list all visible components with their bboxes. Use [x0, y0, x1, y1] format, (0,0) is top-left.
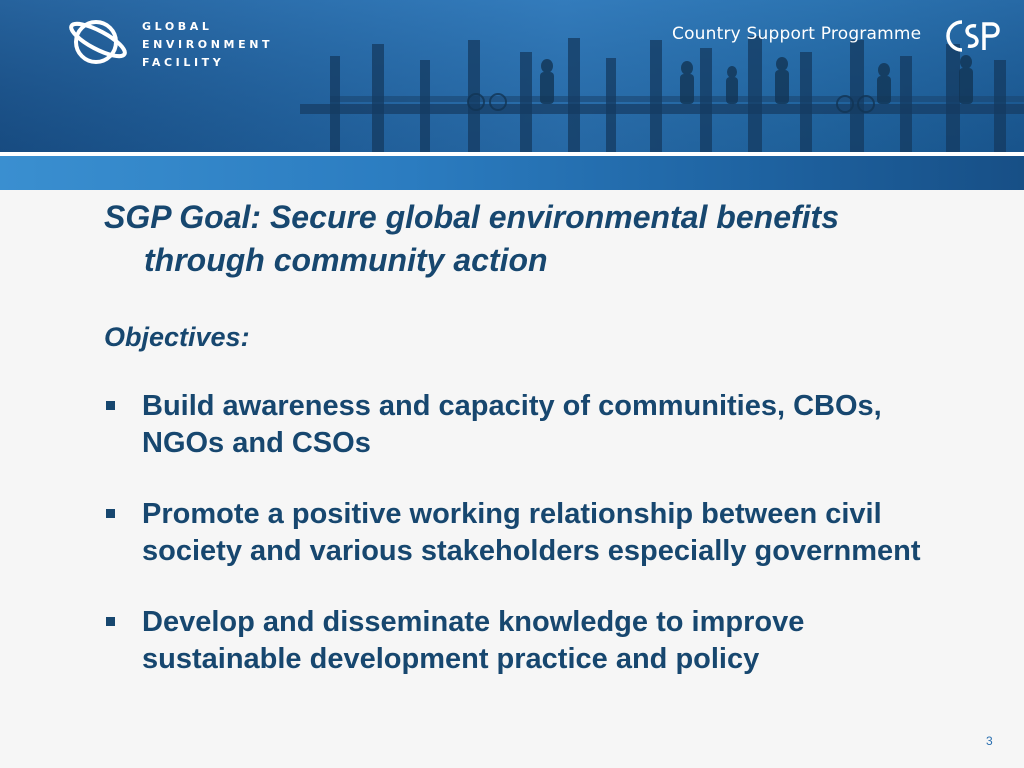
list-item [104, 604, 964, 678]
square-bullet-icon [106, 509, 115, 518]
list-item [104, 388, 964, 462]
objectives-label: Objectives: [104, 322, 250, 352]
gef-wordmark [142, 18, 273, 72]
csp-logo-icon [942, 16, 1000, 56]
objectives-list [104, 388, 964, 678]
header-banner [0, 0, 1024, 152]
programme-title: Country Support Programme [672, 24, 922, 44]
bullet-text: Promote a positive working relationship between civil society and various stakeholders especially government [142, 498, 921, 567]
list-item [104, 496, 964, 570]
header-band [0, 156, 1024, 190]
page-number: 3 [986, 734, 993, 748]
gef-line-2: ENVIRONMENT [142, 38, 274, 51]
bullet-text: Build awareness and capacity of communities, CBOs, NGOs and CSOs [142, 390, 882, 459]
gef-line-3: FACILITY [142, 56, 225, 69]
square-bullet-icon [106, 617, 115, 626]
slide-body [104, 196, 964, 712]
square-bullet-icon [106, 401, 115, 410]
gef-line-1: GLOBAL [142, 20, 213, 33]
goal-heading: SGP Goal: Secure global environmental benefits through community action [104, 199, 839, 278]
bullet-text: Develop and disseminate knowledge to improve sustainable development practice and policy [142, 606, 805, 675]
globe-orbit-icon [66, 16, 130, 66]
gef-logo [66, 16, 276, 69]
